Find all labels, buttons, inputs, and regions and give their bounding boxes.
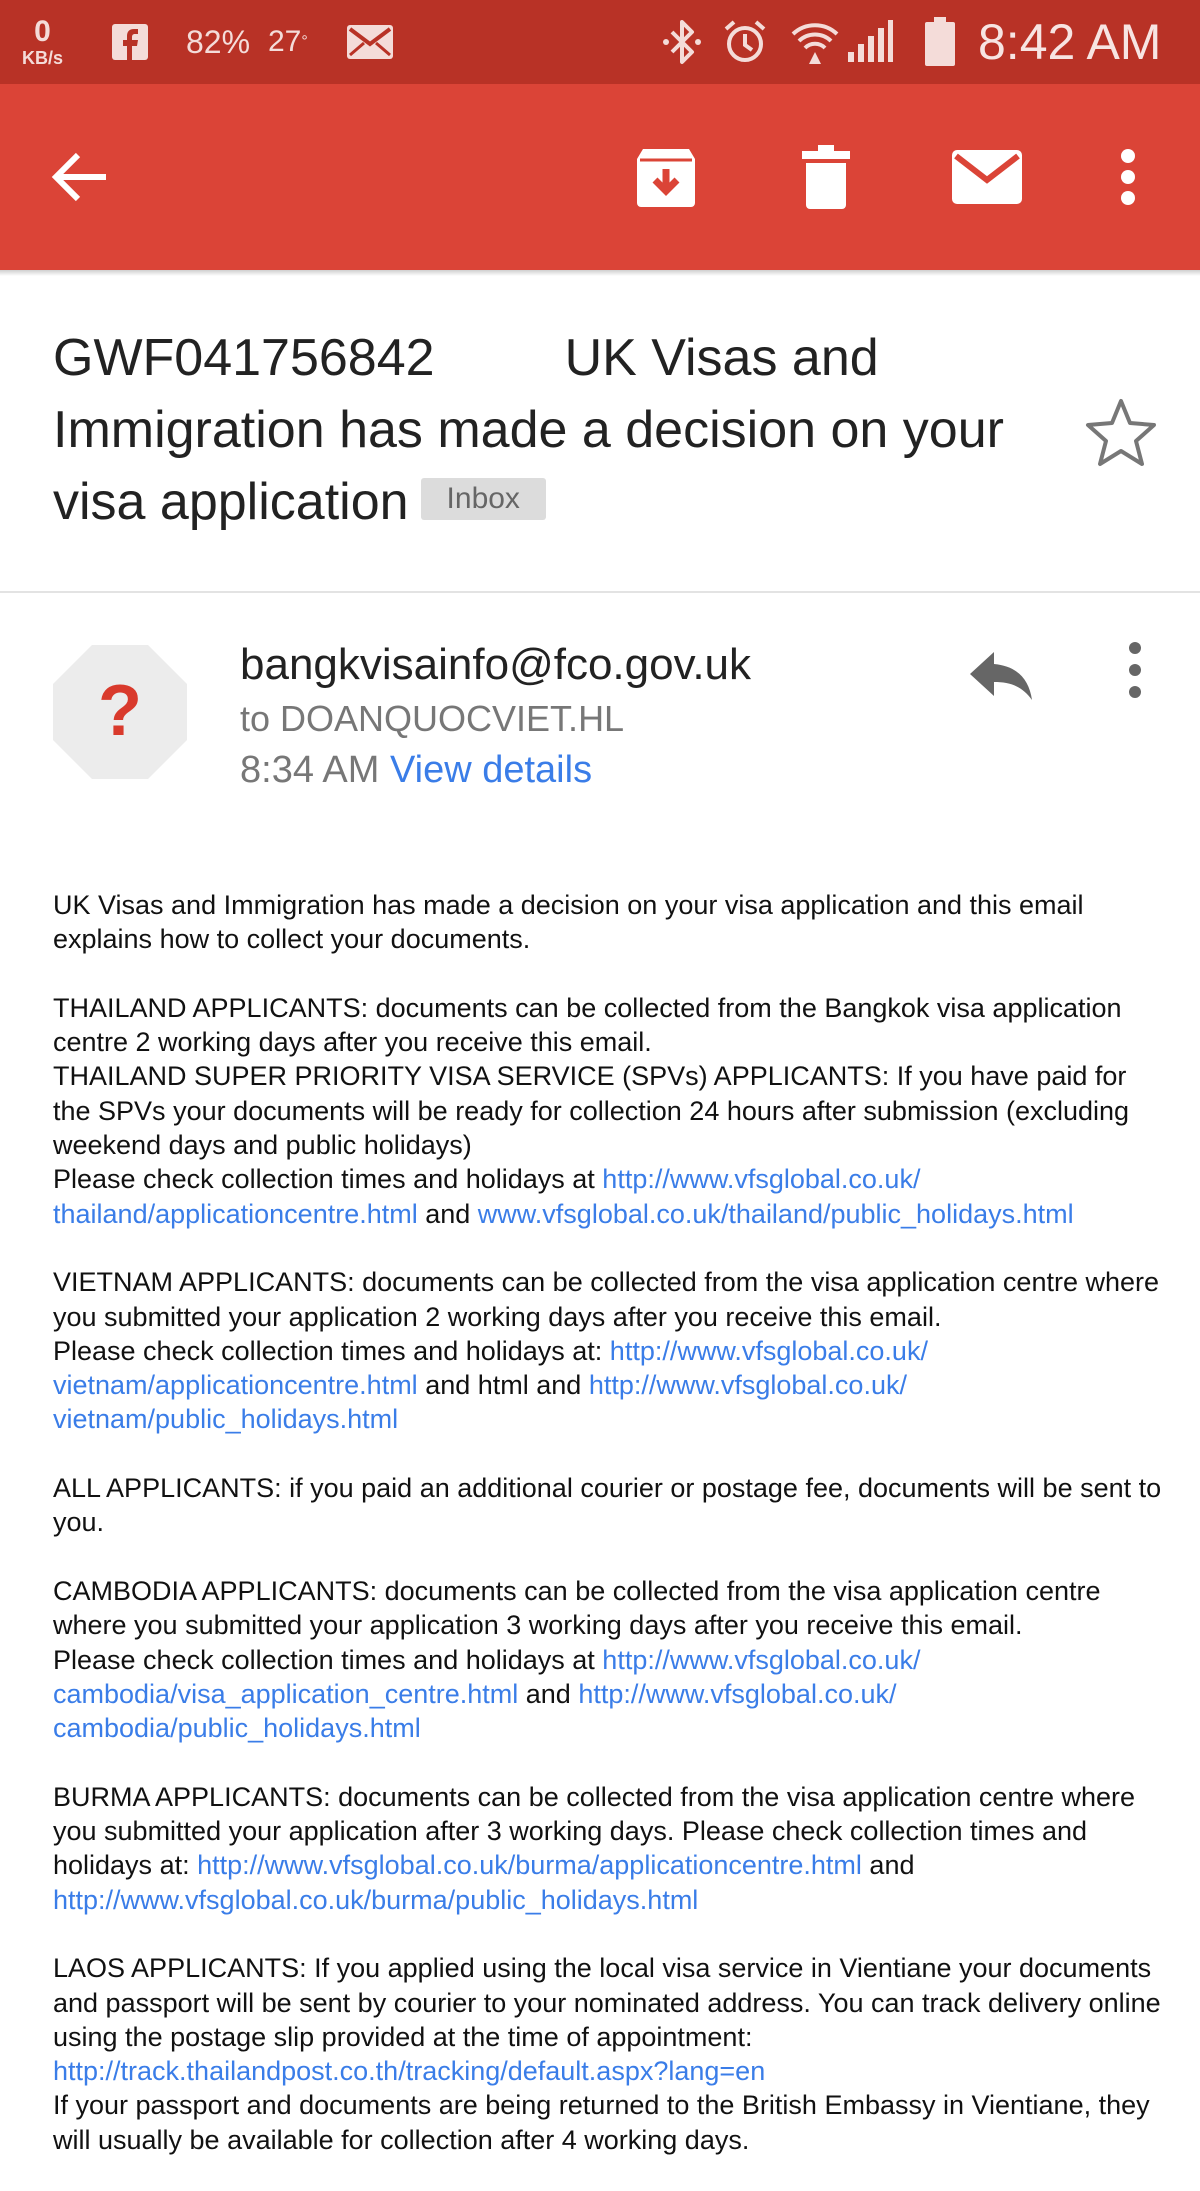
body-laos xyxy=(53,1951,1165,2157)
vietnam-and: and html and xyxy=(417,1370,589,1401)
network-speed-unit: KB/s xyxy=(22,48,64,68)
app-bar-shadow xyxy=(0,270,1200,276)
temperature-unit: ° xyxy=(301,33,308,50)
laos-paragraph-1: LAOS APPLICANTS: If you applied using the local visa service in Vientiane your documents and passport will be sent by courier to your nominated address. You can track delivery online using the postage slip provided at the time of appointment: xyxy=(53,1953,1161,2052)
email-time: 8:34 AM xyxy=(240,749,380,791)
app-bar xyxy=(0,84,1200,270)
mail-icon xyxy=(346,0,394,84)
burma-holidays-link[interactable]: http://www.vfsglobal.co.uk/burma/public_holidays.html xyxy=(53,1884,699,1915)
cambodia-holidays-link[interactable]: http://www.vfsglobal.co.uk/ cambodia/public_holidays.html xyxy=(53,1678,897,1744)
body-all-applicants: ALL APPLICANTS: if you paid an additional courier or postage fee, documents will be sent to you. xyxy=(53,1473,1162,1538)
laos-paragraph-2: If your passport and documents are being returned to the British Embassy in Vientiane, they will usually be available for collection after 4 working days. xyxy=(53,2090,1150,2155)
cambodia-centre-link[interactable]: http://www.vfsglobal.co.uk/ cambodia/visa_application_centre.html xyxy=(53,1644,921,1709)
more-options-button[interactable] xyxy=(1108,84,1148,270)
thailand-paragraph-1: THAILAND APPLICANTS: documents can be collected from the Bangkok visa application centre 2 working days after you receive this email. xyxy=(53,992,1122,1058)
arrow-back-icon xyxy=(50,151,110,203)
reply-button[interactable] xyxy=(966,640,1036,710)
body-intro: UK Visas and Immigration has made a decision on your visa application and this email explains how to collect your documents. xyxy=(53,890,1084,955)
thailand-paragraph-2: THAILAND SUPER PRIORITY VISA SERVICE (SPVs) APPLICANTS: If you have paid for the SPVs your documents will be ready for collection 24 hours after submission (excluding weekend days and public holidays) xyxy=(53,1061,1130,1161)
email-body xyxy=(53,888,1165,2191)
star-outline-icon xyxy=(1085,396,1157,468)
cambodia-and: and xyxy=(518,1678,579,1709)
body-burma xyxy=(53,1780,1165,1917)
vietnam-paragraph-2: Please check collection times and holidays at: xyxy=(53,1335,610,1366)
email-subject xyxy=(53,322,1063,538)
network-speed xyxy=(22,0,63,84)
avatar-glyph: ? xyxy=(98,671,142,751)
thailand-paragraph-3: Please check collection times and holidays at xyxy=(53,1164,603,1195)
reply-icon xyxy=(966,640,1036,710)
star-button[interactable] xyxy=(1085,396,1157,468)
subject-code: GWF041756842 xyxy=(53,329,435,387)
body-vietnam xyxy=(53,1265,1165,1436)
battery-percent: 82% xyxy=(186,23,251,60)
burma-centre-link[interactable]: http://www.vfsglobal.co.uk/burma/applicationcentre.html xyxy=(197,1850,862,1881)
sender-avatar[interactable] xyxy=(53,645,187,779)
vietnam-centre-link[interactable]: http://www.vfsglobal.co.uk/ vietnam/applicationcentre.html xyxy=(53,1335,928,1401)
bluetooth-icon xyxy=(660,0,704,84)
burma-paragraph: BURMA APPLICANTS: documents can be collected from the visa application centre where you submitted your application after 3 working days. Please check collection times and holidays at: xyxy=(53,1781,1136,1881)
status-bar xyxy=(0,0,1200,84)
subject-divider xyxy=(0,591,1200,593)
wifi-icon xyxy=(790,0,840,84)
body-cambodia xyxy=(53,1574,1165,1745)
vietnam-paragraph-1: VIETNAM APPLICANTS: documents can be collected from the visa application centre where you submitted your application 2 working days after you receive this email. xyxy=(53,1267,1160,1332)
recipient-line: to DOANQUOCVIET.HL xyxy=(240,698,625,739)
message-more-button[interactable] xyxy=(1120,640,1150,700)
archive-button[interactable] xyxy=(630,84,702,270)
archive-icon xyxy=(635,145,697,209)
temperature-value: 27 xyxy=(268,25,302,58)
burma-and: and xyxy=(861,1850,915,1881)
temperature xyxy=(268,0,308,84)
thailand-and: and xyxy=(417,1198,478,1229)
laos-tracking-link[interactable]: http://track.thailandpost.co.th/tracking/default.aspx?lang=en xyxy=(53,2056,766,2087)
subject-text: UK Visas and Immigration has made a decision on your visa application xyxy=(53,329,1004,531)
more-vert-icon xyxy=(1120,640,1150,700)
signal-icon xyxy=(846,0,894,84)
mark-unread-button[interactable] xyxy=(948,84,1026,270)
email-meta xyxy=(240,749,592,792)
sender-address[interactable]: bangkvisainfo@fco.gov.uk xyxy=(240,640,752,689)
facebook-icon xyxy=(110,0,150,84)
network-speed-value: 0 xyxy=(34,15,51,48)
battery-icon xyxy=(924,0,956,84)
trash-icon xyxy=(802,145,850,209)
more-vert-icon xyxy=(1120,149,1136,205)
back-button[interactable] xyxy=(40,84,120,270)
cambodia-paragraph-2: Please check collection times and holidays at xyxy=(53,1644,603,1675)
cambodia-paragraph-1: CAMBODIA APPLICANTS: documents can be collected from the visa application centre where you submitted your application 3 working days after you receive this email. xyxy=(53,1575,1101,1641)
view-details-link[interactable]: View details xyxy=(389,749,593,791)
delete-button[interactable] xyxy=(790,84,862,270)
thailand-centre-link[interactable]: http://www.vfsglobal.co.uk/ thailand/applicationcentre.html xyxy=(53,1164,921,1229)
vietnam-holidays-link[interactable]: http://www.vfsglobal.co.uk/ vietnam/public_holidays.html xyxy=(53,1370,907,1435)
inbox-label[interactable]: Inbox xyxy=(421,478,546,520)
body-thailand xyxy=(53,991,1165,1231)
clock: 8:42 AM xyxy=(978,14,1162,70)
mail-icon xyxy=(952,150,1022,204)
alarm-icon xyxy=(722,0,768,84)
thailand-holidays-link[interactable]: www.vfsglobal.co.uk/thailand/public_holidays.html xyxy=(477,1198,1074,1229)
